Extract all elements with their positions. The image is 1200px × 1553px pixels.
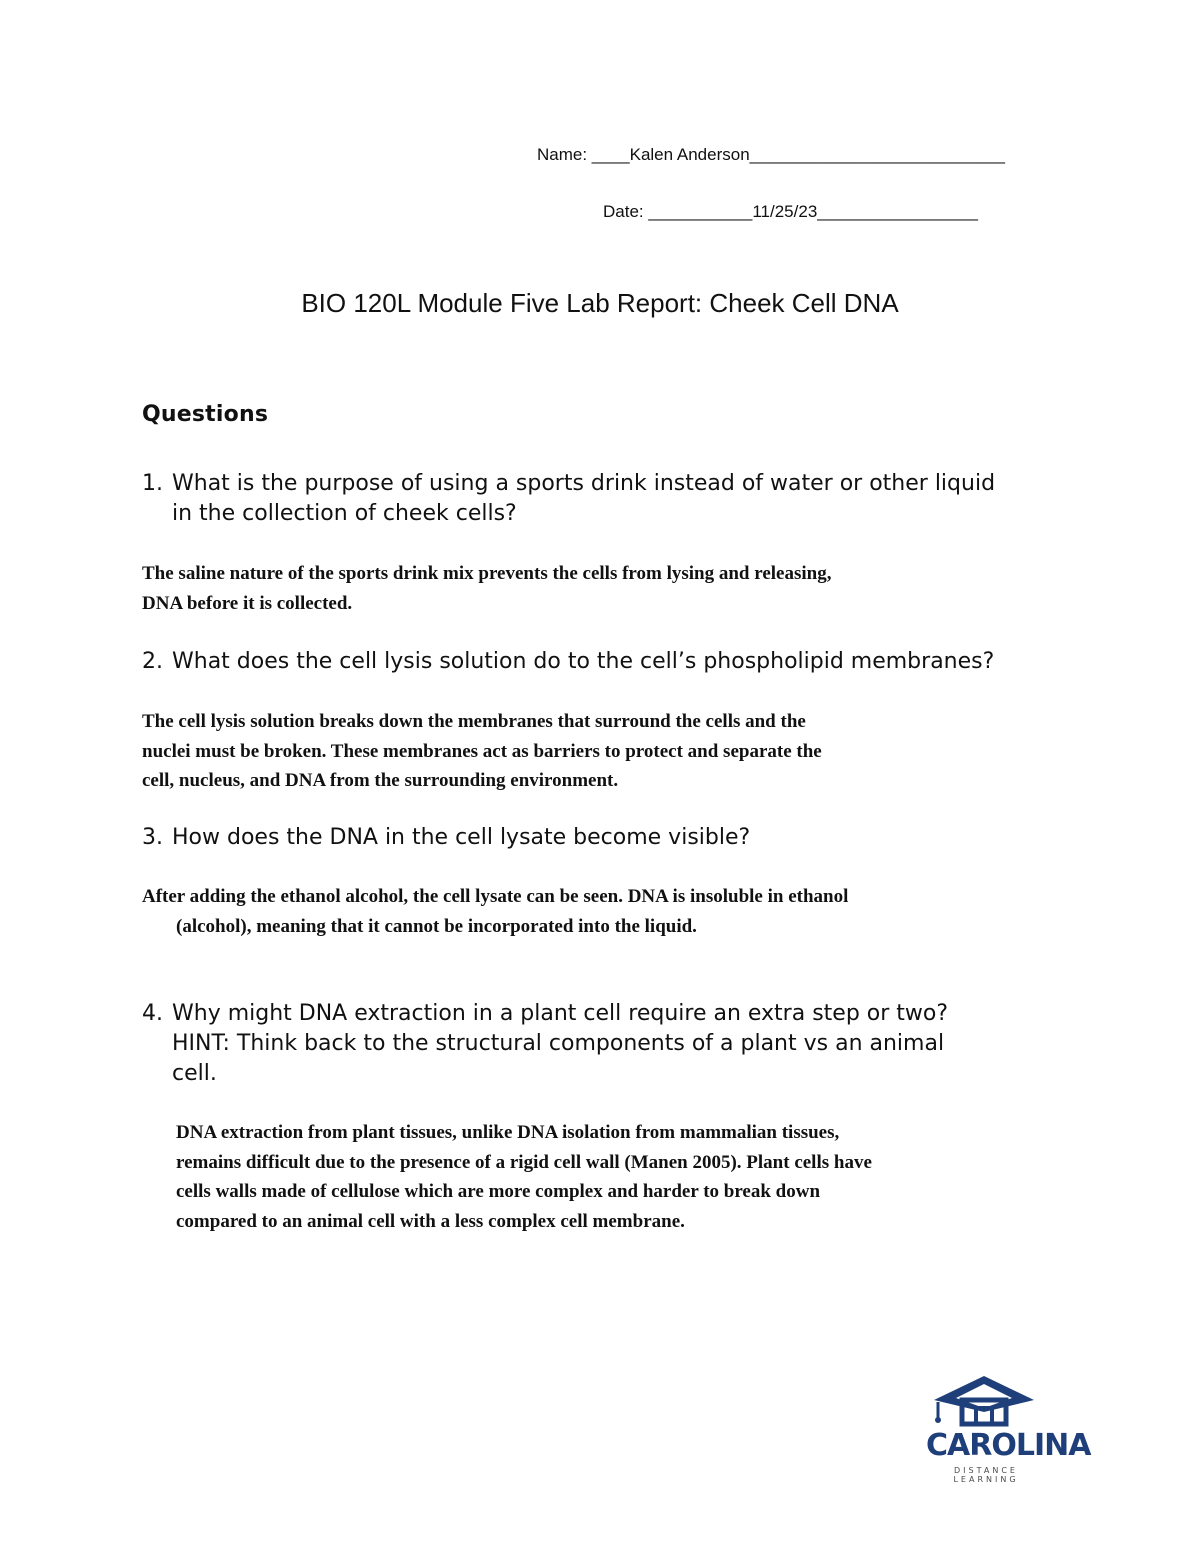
question-text: How does the DNA in the cell lysate become visible? [172,825,751,850]
question-text: in the collection of cheek cells? [172,501,517,526]
document-title: BIO 120L Module Five Lab Report: Cheek Cell DNA [301,288,899,318]
question-4 [142,999,948,1089]
question-text: HINT: Think back to the structural components of a plant vs an animal [172,1031,945,1056]
answer-line: nuclei must be broken. These membranes act as barriers to protect and separate the [142,740,822,762]
answer-line: remains difficult due to the presence of a rigid cell wall (Manen 2005). Plant cells have [176,1151,872,1173]
answer-line: DNA before it is collected. [142,592,353,614]
question-text: Why might DNA extraction in a plant cell require an extra step or two? [172,1001,949,1026]
answer-line: After adding the ethanol alcohol, the cell lysate can be seen. DNA is insoluble in ethanol [142,886,849,907]
question-number: 1. [142,471,163,496]
question-number: 2. [142,649,163,674]
answer-line: cell, nucleus, and DNA from the surrounding environment. [142,770,619,791]
logo-subtitle: DISTANCE LEARNING [953,1466,1019,1484]
question-3 [142,823,750,853]
question-text: What is the purpose of using a sports drink instead of water or other liquid [172,471,996,496]
question-text: What does the cell lysis solution do to the cell’s phospholipid membranes? [172,649,995,674]
answer-1 [142,559,831,618]
section-heading-questions: Questions [142,402,269,427]
question-1 [142,469,995,529]
question-number: 4. [142,1001,163,1026]
answer-line: The saline nature of the sports drink mix prevents the cells from lysing and releasing, [142,563,832,584]
answer-line: (alcohol), meaning that it cannot be incorporated into the liquid. [176,915,697,937]
answer-line: DNA extraction from plant tissues, unlike DNA isolation from mammalian tissues, [176,1122,840,1143]
name-field: Name: ____Kalen Anderson___________________________ [537,145,1005,164]
question-2 [142,647,994,677]
date-field: Date: ___________11/25/23_________________ [603,202,978,221]
answer-4 [176,1118,872,1236]
question-number: 3. [142,825,163,850]
answer-line: The cell lysis solution breaks down the membranes that surround the cells and the [142,711,806,732]
answer-line: cells walls made of cellulose which are more complex and harder to break down [176,1181,821,1202]
logo-wordmark: CAROLINA [926,1428,1091,1463]
question-text: cell. [172,1061,217,1086]
answer-line: compared to an animal cell with a less complex cell membrane. [176,1210,685,1232]
answer-2 [142,707,822,796]
answer-3 [142,882,848,941]
